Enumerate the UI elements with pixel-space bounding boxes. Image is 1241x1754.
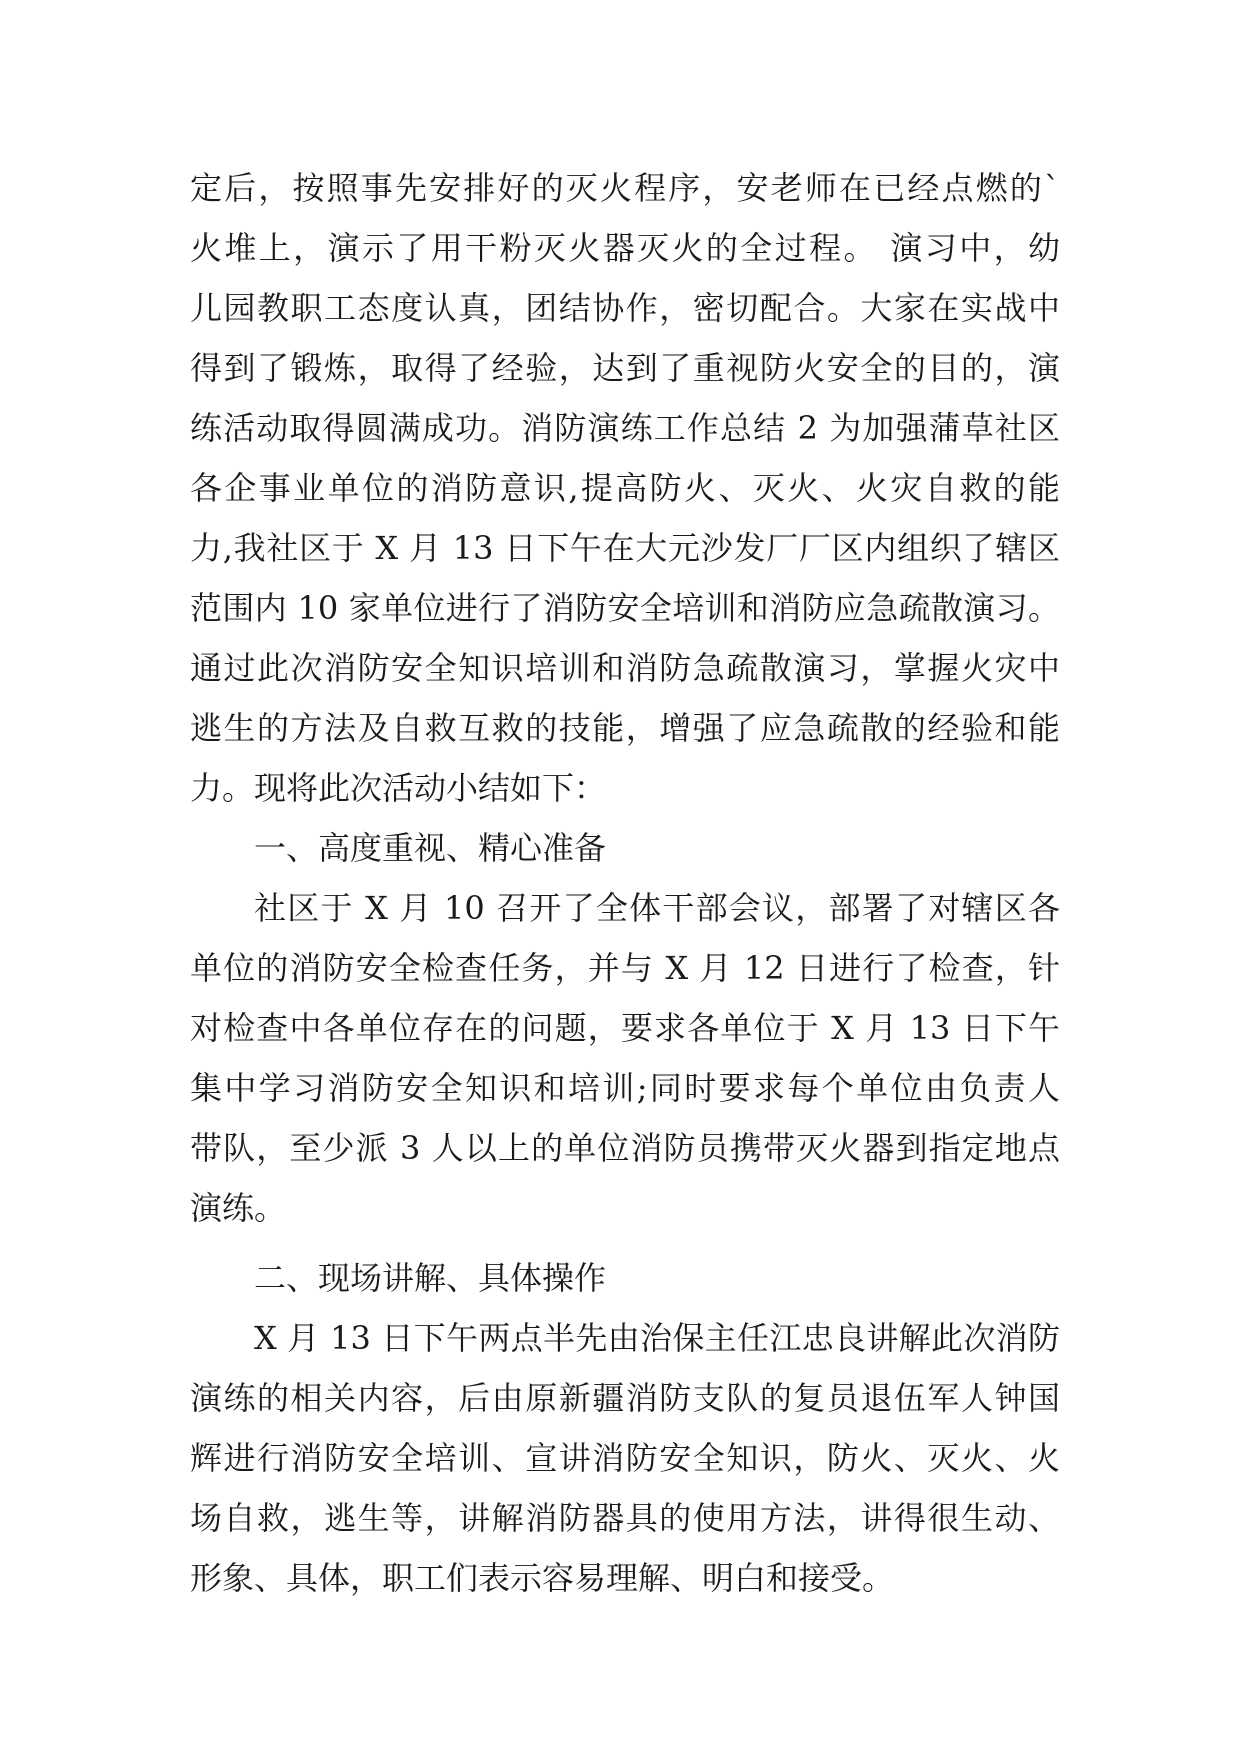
text-line: 力,我社区于 X 月 13 日下午在大元沙发厂厂区内组织了辖区 (190, 529, 1060, 567)
paragraph-spacer (190, 1238, 1060, 1248)
section-heading-1: 一、高度重视、精心准备 (254, 829, 607, 867)
text-line: 社区于 X 月 10 召开了全体干部会议，部署了对辖区各 (254, 889, 1060, 927)
paragraph-block-3 (190, 1308, 1060, 1608)
text-line: 形象、具体，职工们表示容易理解、明白和接受。 (190, 1559, 895, 1597)
text-line: 儿园教职工态度认真，团结协作，密切配合。大家在实战中 (190, 289, 1060, 327)
text-line: 带队，至少派 3 人以上的单位消防员携带灭火器到指定地点 (190, 1129, 1060, 1167)
text-line: 场自救，逃生等，讲解消防器具的使用方法，讲得很生动、 (190, 1499, 1060, 1537)
text-line: 辉进行消防安全培训、宣讲消防安全知识，防火、灭火、火 (190, 1439, 1060, 1477)
text-line: 定后，按照事先安排好的灭火程序，安老师在已经点燃的` (190, 169, 1060, 207)
text-line: 演练。 (190, 1189, 287, 1227)
section-heading-2: 二、现场讲解、具体操作 (254, 1259, 607, 1297)
text-line: 练活动取得圆满成功。消防演练工作总结 2 为加强蒲草社区 (190, 409, 1060, 447)
text-line: 范围内 10 家单位进行了消防安全培训和消防应急疏散演习。 (190, 589, 1060, 627)
text-line: 单位的消防安全检查任务，并与 X 月 12 日进行了检查，针 (190, 949, 1060, 987)
text-line: 得到了锻炼，取得了经验，达到了重视防火安全的目的，演 (190, 349, 1060, 387)
text-line: 力。现将此次活动小结如下： (190, 769, 607, 807)
text-line: 集中学习消防安全知识和培训;同时要求每个单位由负责人 (190, 1069, 1060, 1107)
document-body (190, 158, 1060, 1608)
paragraph-block-2 (190, 878, 1060, 1238)
text-line: X 月 13 日下午两点半先由治保主任江忠良讲解此次消防 (254, 1319, 1060, 1357)
text-line: 逃生的方法及自救互救的技能，增强了应急疏散的经验和能 (190, 709, 1060, 747)
text-line: 火堆上，演示了用干粉灭火器灭火的全过程。 演习中，幼 (190, 229, 1060, 267)
paragraph-block-1 (190, 158, 1060, 818)
text-line: 通过此次消防安全知识培训和消防急疏散演习，掌握火灾中 (190, 649, 1060, 687)
text-line: 演练的相关内容，后由原新疆消防支队的复员退伍军人钟国 (190, 1379, 1060, 1417)
text-line: 各企事业单位的消防意识,提高防火、灭火、火灾自救的能 (190, 469, 1060, 507)
text-line: 对检查中各单位存在的问题，要求各单位于 X 月 13 日下午 (190, 1009, 1060, 1047)
